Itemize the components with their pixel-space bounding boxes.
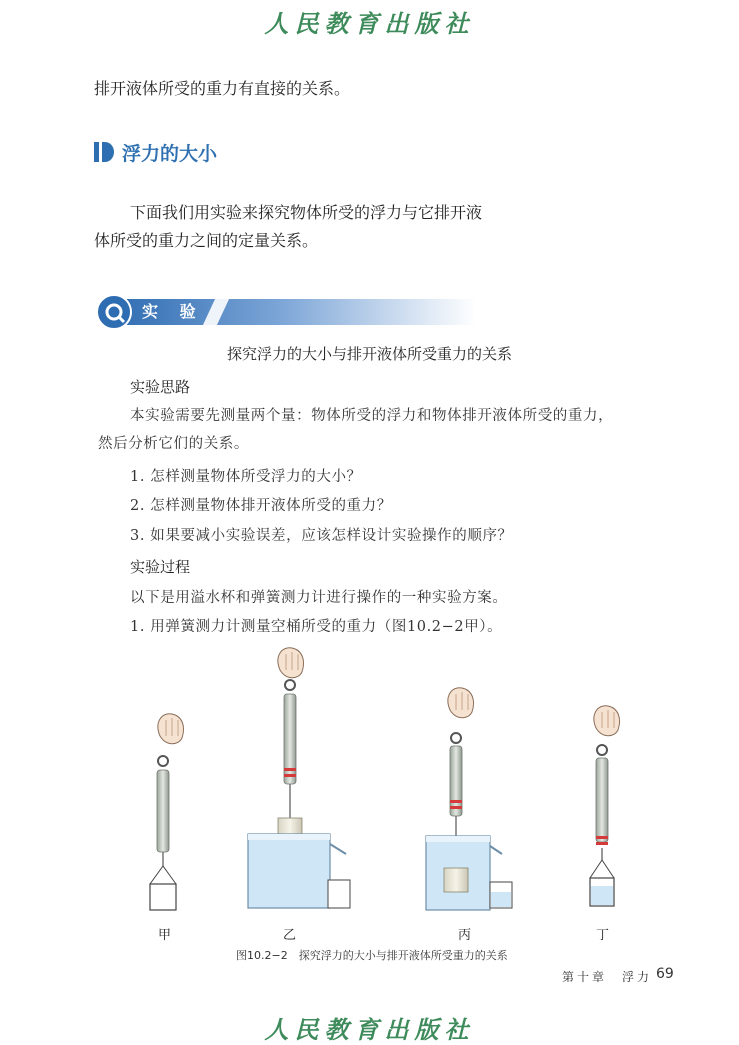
footer-chapter: 第十章 浮力 (562, 970, 653, 984)
publisher-logo-footer: 人民教育出版社 (264, 1015, 475, 1044)
figure-label-jia: 甲 (158, 928, 172, 943)
paragraph-line-1: 下面我们用实验来探究物体所受的浮力与它排开液 (130, 203, 483, 222)
experiment-question-2: 2. 怎样测量物体排开液体所受的重力？ (130, 498, 392, 514)
setup-bing (426, 688, 512, 910)
paragraph-line-2: 体所受的重力之间的定量关系。 (94, 231, 319, 250)
overflow-cup (248, 834, 330, 908)
hand-icon (278, 648, 304, 678)
experiment-idea-heading: 实验思路 (130, 378, 191, 396)
spring-scale (157, 770, 169, 852)
setup-ding (590, 706, 620, 906)
experiment-question-1: 1. 怎样测量物体所受浮力的大小？ (130, 469, 362, 485)
section-title-text: 浮力的大小 (122, 142, 218, 165)
experiment-process-heading: 实验过程 (130, 558, 191, 576)
publisher-logo-header: 人民教育出版社 (264, 9, 475, 38)
hand-icon (594, 706, 620, 736)
experiment-idea-line-2: 然后分析它们的关系。 (98, 436, 249, 452)
empty-bucket (150, 884, 176, 910)
figure-label-yi: 乙 (283, 928, 297, 943)
spring-scale (596, 758, 608, 842)
ring-icon (285, 680, 295, 690)
experiment-banner-label: 实 验 (142, 302, 204, 321)
hand-icon (448, 688, 474, 718)
figure-label-ding: 丁 (596, 928, 610, 943)
figure-caption: 图10.2−2 探究浮力的大小与排开液体所受重力的关系 (236, 949, 508, 962)
setup-yi (248, 648, 350, 908)
experiment-question-3: 3. 如果要减小实验误差，应该怎样设计实验操作的顺序？ (130, 528, 513, 544)
spring-scale (450, 746, 462, 816)
ring-icon (451, 733, 461, 743)
experiment-figure (130, 640, 650, 920)
figure-label-bing: 丙 (458, 928, 472, 943)
ring-icon (597, 745, 607, 755)
intro-text: 排开液体所受的重力有直接的关系。 (94, 79, 351, 98)
experiment-magnifier-icon (96, 294, 132, 330)
experiment-title: 探究浮力的大小与排开液体所受重力的关系 (226, 345, 512, 363)
experiment-process-line: 以下是用溢水杯和弹簧测力计进行操作的一种实验方案。 (130, 590, 508, 606)
hand-icon (158, 714, 184, 744)
page-number: 69 (656, 966, 674, 982)
experiment-idea-line-1: 本实验需要先测量两个量：物体所受的浮力和物体排开液体所受的重力， (130, 408, 614, 424)
small-bucket (328, 880, 350, 908)
submerged-block (444, 868, 468, 892)
experiment-banner (96, 294, 476, 330)
section-title (94, 138, 217, 166)
experiment-step-1: 1. 用弹簧测力计测量空桶所受的重力（图10.2−2甲）。 (130, 619, 503, 635)
section-marker-icon (94, 141, 114, 163)
setup-jia (150, 714, 184, 910)
ring-icon (158, 756, 168, 766)
